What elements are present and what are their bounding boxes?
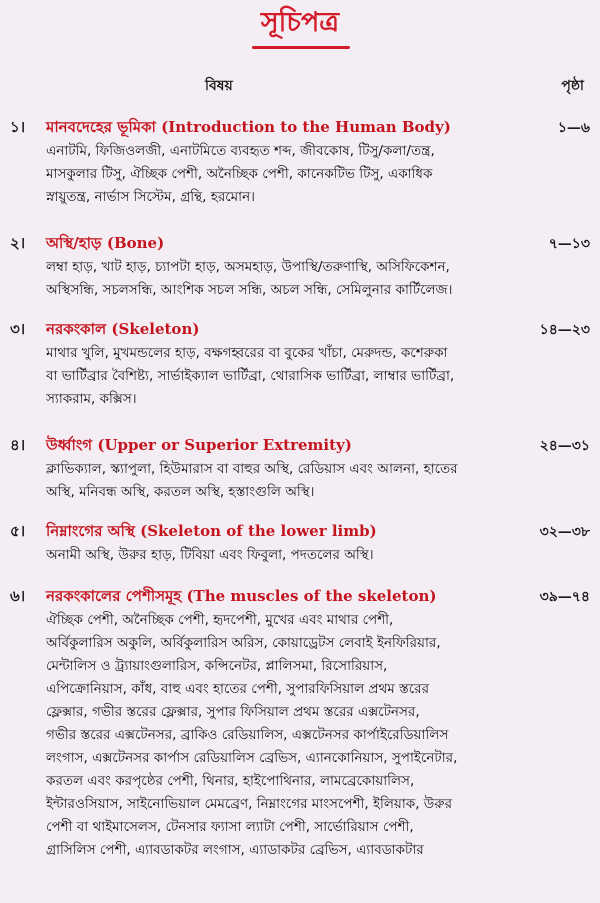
topic-line: স্যাকরাম, কক্সিস। [46, 391, 137, 407]
chapter-topics [46, 458, 576, 504]
toc-entry-heading [10, 232, 590, 256]
topic-line: অনামী অস্থি, উরুর হাড়, টিবিয়া এবং ফিবুলা, পদতলের অস্থি। [46, 547, 374, 563]
page-column-header: পৃষ্ঠা [561, 78, 584, 94]
toc-entry-heading [10, 520, 590, 544]
toc-entry-heading [10, 318, 590, 342]
toc-entry [10, 232, 590, 302]
chapter-number: ২। [10, 234, 26, 252]
chapter-title: নরকংকালের পেশীসমূহ (The muscles of the skeleton) [46, 587, 437, 605]
chapter-title: অস্থি/হাড় (Bone) [46, 234, 165, 252]
toc-entry [10, 318, 590, 411]
toc-entry [10, 434, 590, 504]
topic-line: ইন্টারওসিয়াস, সাইনোভিয়াল মেমব্রেণ, নিম্নাংগের মাংসপেশী, ইলিয়াক, উরুর [46, 796, 453, 812]
toc-entry [10, 585, 590, 862]
topic-line: স্নায়ুতন্ত্র, নার্ভাস সিস্টেম, গ্রন্থি, হরমোন। [46, 189, 255, 205]
topic-line: গভীর স্তরের এক্সটেনসর, ব্রাকিও রেডিয়ালিস, এক্সটেনসর কার্পাইরেডিয়ালিস [46, 727, 449, 743]
topic-line: মাথার খুলি, মুখমন্ডলের হাড়, বক্ষগহ্বরের বা বুকের খাঁচা, মেরুদন্ড, কশেরুকা [46, 345, 448, 361]
page-title: সূচিপত্র [260, 7, 340, 38]
topic-line: অর্বিকুলারিস অকুলি, অর্বিকুলারিস অরিস, কোয়াড্রেটস লেবাই ইনফিরিয়ার, [46, 635, 441, 651]
topic-line: ফ্লেক্সার, গভীর স্তরের ফ্লেক্সার, সুপার ফিসিয়াল প্রথম স্তরের এক্সটেনসর, [46, 704, 420, 720]
chapter-page-range: ১৪—২৩ [539, 322, 590, 338]
chapter-page-range: ৭—১৩ [548, 236, 590, 252]
chapter-number: ৪। [10, 436, 26, 454]
chapter-page-range: ৩৯—৭৪ [539, 589, 590, 605]
topic-line: এনাটমি, ফিজিওলজী, এনাটমিতে ব্যবহৃত শব্দ, জীবকোষ, টিসু/কলা/তন্ত্র, [46, 143, 435, 159]
chapter-number: ৬। [10, 587, 26, 605]
topic-line: লংগাস, এক্সটেনসর কার্পাস রেডিয়ালিস ব্রেভিস, এ্যানকোনিয়াস, সুপাইনেটার, [46, 750, 458, 766]
topic-line: পেশী বা থাইমাসেলস, টেনসার ফ্যাসা ল্যাটা পেশী, সার্ভোরিয়াস পেশী, [46, 819, 414, 835]
chapter-topics [46, 256, 576, 302]
toc-entry [10, 520, 590, 567]
chapter-number: ৫। [10, 522, 26, 540]
chapter-page-range: ২৪—৩১ [539, 438, 590, 454]
chapter-topics [46, 544, 576, 567]
chapter-page-range: ৩২—৩৮ [539, 524, 590, 540]
chapter-title: মানবদেহের ভূমিকা (Introduction to the Human Body) [46, 118, 451, 136]
chapter-topics [46, 342, 576, 411]
topic-line: করতল এবং করপৃষ্ঠের পেশী, থিনার, হাইপোথিনার, লামব্রেকোয়ালিস, [46, 773, 415, 789]
topic-line: ক্লাভিক্যাল, স্ক্যাপুলা, হিউমারাস বা বাহুর অস্থি, রেডিয়াস এবং আলনা, হাতের [46, 461, 458, 477]
toc-entry-heading [10, 116, 590, 140]
toc-entry [10, 116, 590, 209]
subject-column-header: বিষয় [205, 78, 233, 94]
chapter-page-range: ১—৬ [557, 120, 590, 136]
topic-line: মেন্টালিস ও ট্র্যায়াংগুলারিস, কন্সিনেটর, প্লালিসমা, রিসোরিয়াস, [46, 658, 388, 674]
chapter-topics [46, 140, 576, 209]
chapter-title: নিম্নাংগের অস্থি (Skeleton of the lower limb) [46, 522, 377, 540]
topic-line: লম্বা হাড়, খাট হাড়, চ্যাপটা হাড়, অসমহাড়, উপাস্থি/তরুণাস্থি, অসিফিকেশন, [46, 259, 450, 275]
chapter-topics [46, 609, 576, 862]
topic-line: অস্থিসন্ধি, সচলসন্ধি, আংশিক সচল সন্ধি, অচল সন্ধি, সেমিলুনার কার্টিলেজ। [46, 282, 453, 298]
chapter-number: ৩। [10, 320, 26, 338]
topic-line: মাসকুলার টিসু, ঐচ্ছিক পেশী, অনৈচ্ছিক পেশী, কানেকটিভ টিসু, একাধিক [46, 166, 433, 182]
topic-line: এপিক্রোনিয়াস, কাঁধ, বাহু এবং হাতের পেশী, সুপারফিসিয়াল প্রথম স্তরের [46, 681, 430, 697]
chapter-title: নরকংকাল (Skeleton) [46, 320, 200, 338]
topic-line: বা ভার্টিব্রার বৈশিষ্ট্য, সার্ভাইক্যাল ভার্টিব্রা, থোরাসিক ভার্টিব্রা, লাম্বার ভার্টিব্রা, [46, 368, 455, 384]
chapter-number: ১। [10, 118, 26, 136]
toc-entry-heading [10, 434, 590, 458]
title-underline [252, 46, 350, 49]
toc-entry-heading [10, 585, 590, 609]
chapter-title: উর্ধ্বাংগ (Upper or Superior Extremity) [46, 436, 352, 454]
topic-line: ঐচ্ছিক পেশী, অনৈচ্ছিক পেশী, হৃদপেশী, মুখের এবং মাথার পেশী, [46, 612, 394, 628]
topic-line: অস্থি, মনিবন্ধ অস্থি, করতল অস্থি, হস্তাংগুলি অস্থি। [46, 484, 315, 500]
topic-line: গ্রাসিলিস পেশী, এ্যাবডাকটর লংগাস, এ্যাডাকটর ব্রেভিস, এ্যাবডাকটার [46, 842, 424, 858]
